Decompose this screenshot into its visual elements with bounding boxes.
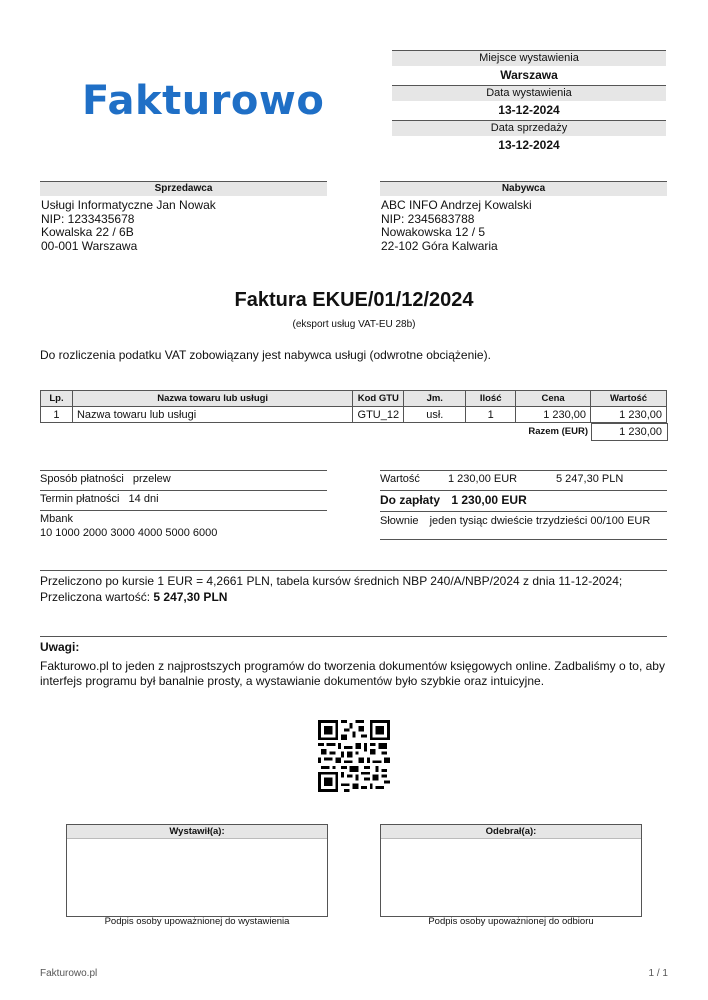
cell-name: Nazwa towaru lub usługi	[72, 407, 352, 423]
qr-code	[318, 720, 390, 792]
cell-qty: 1	[466, 407, 516, 423]
sale-date-label: Data sprzedaży	[392, 120, 666, 136]
place-value: Warszawa	[500, 68, 558, 82]
converted-value-label: Przeliczona wartość:	[40, 590, 151, 604]
cell-unit: usł.	[404, 407, 466, 423]
cell-lp: 1	[41, 407, 73, 423]
table-header-row	[41, 391, 667, 407]
bank-account: 10 1000 2000 3000 4000 5000 6000	[40, 526, 218, 539]
payment-term-value: 14 dni	[128, 493, 159, 505]
invoice-subtitle: (eksport usług VAT-EU 28b)	[292, 319, 416, 330]
summary-words-row	[380, 511, 667, 540]
issued-signature-box	[66, 824, 328, 917]
footer-site: Fakturowo.pl	[40, 968, 98, 979]
issued-signature-caption: Podpis osoby upoważnionej do wystawienia	[104, 916, 290, 927]
seller-line: Usługi Informatyczne Jan Nowak	[41, 198, 216, 212]
converted-value: 5 247,30 PLN	[153, 590, 228, 604]
place-label: Miejsce wystawienia	[392, 50, 666, 66]
seller-block	[40, 181, 327, 254]
summary-due-label: Do zapłaty	[380, 493, 441, 507]
buyer-line: Nowakowska 12 / 5	[381, 225, 486, 240]
notes-text: Fakturowo.pl to jeden z najprostszych programów do tworzenia dokumentów księgowych online. Zadbaliśmy o to, aby interfejs programu był banalnie prosty, a wystawianie dokumentów było szybkie oraz intuicyjne.	[40, 659, 665, 688]
bank-row	[40, 510, 327, 540]
summary-value-pln: 5 247,30 PLN	[556, 473, 624, 485]
total-value: 1 230,00	[591, 423, 668, 441]
seller-header: Sprzedawca	[40, 181, 327, 196]
col-header-price: Cena	[516, 391, 591, 407]
reverse-charge-notice: Do rozliczenia podatku VAT zobowiązany jest nabywca usługi (odwrotne obciążenie).	[40, 348, 491, 362]
cell-price: 1 230,00	[516, 407, 591, 423]
col-header-gtu: Kod GTU	[353, 391, 404, 407]
summary-due-value: 1 230,00 EUR	[451, 493, 527, 507]
company-logo: Fakturowo	[82, 78, 325, 124]
col-header-name: Nazwa towaru lub usługi	[72, 391, 352, 407]
buyer-line: NIP: 2345683788	[381, 211, 475, 226]
conversion-info	[40, 573, 622, 605]
invoice-meta	[392, 50, 666, 155]
cell-gtu: GTU_12	[353, 407, 404, 423]
received-signature-header: Odebrał(a):	[381, 825, 641, 839]
cell-value: 1 230,00	[591, 407, 667, 423]
col-header-qty: Ilość	[466, 391, 516, 407]
col-header-value: Wartość	[591, 391, 667, 407]
received-signature-box	[380, 824, 642, 917]
bank-name: Mbank	[40, 513, 74, 525]
summary-value-row	[380, 470, 667, 490]
divider	[40, 570, 667, 571]
total-label: Razem (EUR)	[528, 426, 588, 437]
received-signature-caption: Podpis osoby upoważnionej do odbioru	[428, 916, 594, 927]
sale-date-value: 13-12-2024	[498, 138, 560, 152]
buyer-line: 22-102 Góra Kalwaria	[381, 239, 498, 254]
table-row	[41, 407, 667, 423]
buyer-block	[380, 181, 667, 254]
seller-line: NIP: 1233435678	[41, 211, 135, 226]
issue-date-value: 13-12-2024	[498, 103, 560, 117]
summary-words-label: Słownie	[380, 515, 419, 527]
conversion-line: Przeliczono po kursie 1 EUR = 4,2661 PLN, tabela kursów średnich NBP 240/A/NBP/2024 z dnia 11-12-2024;	[40, 574, 623, 588]
col-header-lp: Lp.	[41, 391, 73, 407]
buyer-line: ABC INFO Andrzej Kowalski	[381, 198, 532, 212]
summary-value-label: Wartość	[380, 473, 420, 485]
footer-page-number: 1 / 1	[648, 968, 668, 979]
summary-words-value: jeden tysiąc dwieście trzydzieści 00/100 EUR	[429, 515, 651, 527]
payment-method-label: Sposób płatności	[40, 473, 124, 485]
items-table	[40, 390, 667, 423]
payment-term-row	[40, 490, 327, 510]
summary-value-eur: 1 230,00 EUR	[448, 473, 518, 485]
payment-term-label: Termin płatności	[40, 493, 120, 505]
issued-signature-header: Wystawił(a):	[67, 825, 327, 839]
divider	[40, 636, 667, 637]
summary-due-row	[380, 490, 667, 511]
issue-date-label: Data wystawienia	[392, 85, 666, 101]
col-header-unit: Jm.	[404, 391, 466, 407]
invoice-title: Faktura EKUE/01/12/2024	[234, 289, 474, 311]
payment-method-value: przelew	[132, 473, 171, 485]
notes-header: Uwagi:	[40, 640, 80, 654]
seller-line: 00-001 Warszawa	[41, 239, 138, 254]
buyer-header: Nabywca	[380, 181, 667, 196]
payment-method-row	[40, 470, 327, 490]
seller-line: Kowalska 22 / 6B	[41, 225, 134, 240]
